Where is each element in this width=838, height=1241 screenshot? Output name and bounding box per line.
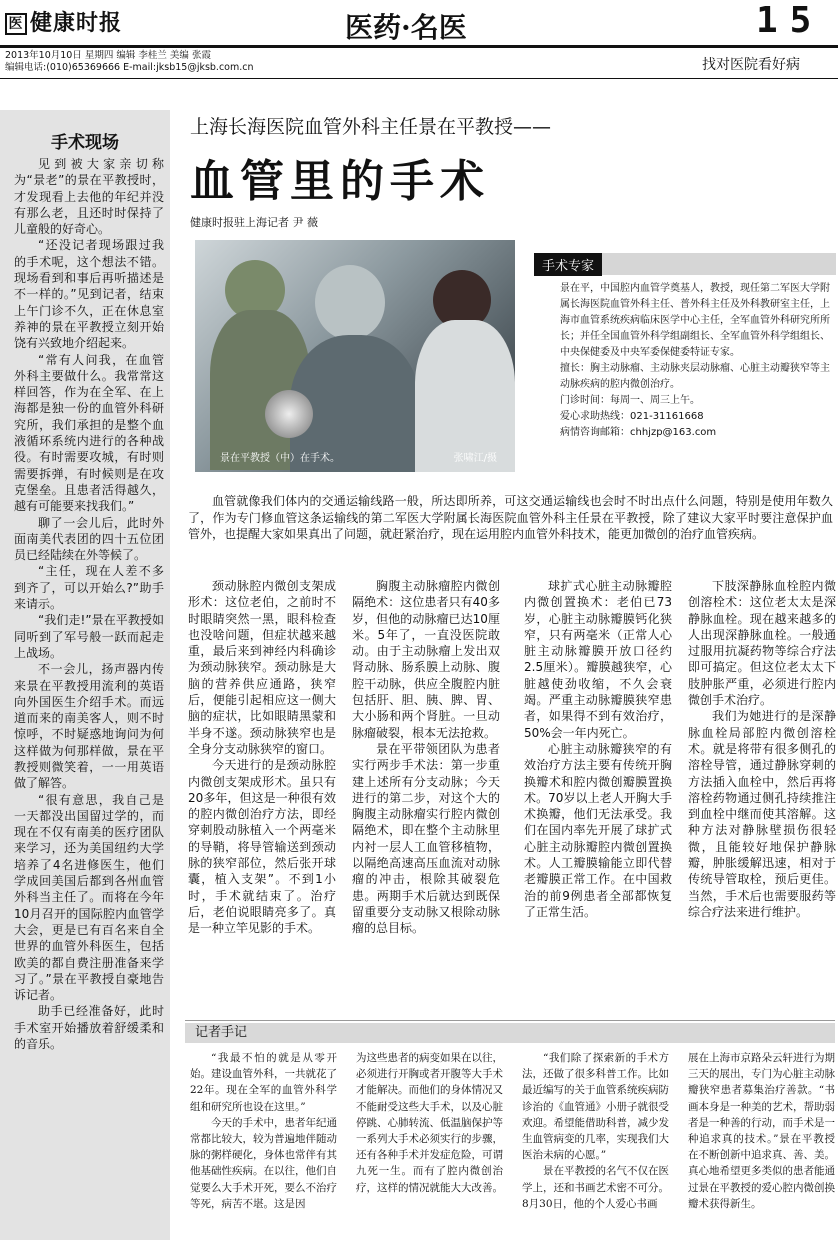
article-byline: 健康时报驻上海记者 尹 薇: [190, 216, 318, 229]
surgeon-center-figure: [315, 265, 385, 340]
notes-paragraph: 景在平教授的名气不仅在医学上，还和书画艺术密不可分。8月30日，他的个人爱心书画: [522, 1165, 669, 1210]
article-paragraph: 景在平带领团队为患者实行两步手术法：第一步重建上述所有分支动脉；今天进行的第二步，对这个大的胸腹主动脉瘤实行腔内微创隔绝术，即在整个主动脉里内衬一层人工血管移植物，以隔绝高速高压血流对动脉瘤的冲击，根除其破裂危患。两期手术后就达到既保留重要分支动脉又根除动脉瘤的总目标。: [352, 741, 500, 936]
sidebar-paragraph: “主任，现在人差不多到齐了，可以开始么?”助手来请示。: [14, 564, 164, 612]
photo-caption: 景在平教授（中）在手术。: [220, 453, 340, 464]
header-rule: [0, 78, 838, 79]
article-column-2: [352, 578, 500, 937]
logo-seal-icon: 医: [5, 13, 27, 35]
page-number: 15: [756, 0, 824, 41]
article-column-4: [688, 578, 836, 920]
notes-column-4: [688, 1050, 835, 1212]
newspaper-logo: [5, 6, 122, 37]
article-column-1: [188, 578, 336, 937]
masthead: [0, 0, 838, 46]
article-headline: 血管里的手术: [190, 156, 490, 207]
article-paragraph: 下肢深静脉血栓腔内微创溶栓术：这位老太太是深静脉血栓。现在越来越多的人出现深静脉血栓。一般通过服用抗凝药物等综合疗法即可搞定。但这位老太太下肢肿胀严重，必须进行腔内微创手术治疗。: [688, 579, 836, 708]
sidebar-paragraph: 见到被大家亲切称为“景老”的景在平教授时，才发现看上去他的年纪并没有那么老，且还时时保持了儿童般的好奇心。: [14, 157, 164, 237]
contact-line: 编辑电话:(010)65369666 E-mail:jksb15@jksb.com.cn: [5, 62, 254, 73]
sidebar-paragraph: 聊了一会儿后，此时外面南美代表团的四十五位团员已经陆续在外等候了。: [14, 515, 164, 563]
expert-clinic-hours: 门诊时间：每周一、周三上午。: [560, 395, 700, 406]
sidebar-paragraph: “很有意思，我自己是一天都没出国留过学的，而现在不仅有南美的医疗团队来学习，还为美国纽约大学培养了4名进修医生，他们学成回美国后都到各州血管外科当主任了。而将在今年10月召开的国际腔内血管学大会，更是已有百名来自全世界的血管外科医生，包括欧美的都自费注册准备来学习了。”景在平教授自豪地告诉记者。: [14, 792, 164, 1003]
notes-paragraph: 展在上海市京路朵云轩进行为期三天的展出，专门为心脏主动脉瓣狭窄患者募集治疗善款。“书画本身是一种美的艺术，帮助弱者是一种善的行动，而手术是一种追求真的技术。”景在平教授在不断创新中追求真、善、美。真心地希望更多类似的患者能通过景在平教授的爱心腔内微创换瓣术获得新生。: [688, 1052, 835, 1210]
expert-email: 病情咨询邮箱：chhjzp@163.com: [560, 427, 717, 438]
sidebar-paragraph: “常有人问我，在血管外科主要做什么。我常常这样回答，作为在全军、在上海都是独一份的血管外科研究所，我们承担的是整个血液循环系统内进行的各种战役。有时需要攻城，有时则需要拆弹，有时候则是在攻克堡垒。且患者活得越久，越有可能要来找我们。”: [14, 352, 164, 514]
notes-rule: [185, 1020, 835, 1021]
article-paragraph: 我们为她进行的是深静脉血栓局部腔内微创溶栓术。就是将带有很多侧孔的溶栓导管，通过静脉穿刺的方法插入血栓中，然后再将溶栓药物通过侧孔持续推注到血栓中继而使其溶解。这种方法对静脉壁损伤很轻微，且能较好地保护静脉瓣，肿胀缓解迅速，相对于传统导管取栓，预后更佳。当然，手术后也需要服药等综合疗法来进行维护。: [688, 709, 836, 919]
notes-column-3: [522, 1050, 669, 1212]
notes-column-2: [356, 1050, 503, 1196]
article-lead: 血管就像我们体内的交通运输线路一般，所达即所养，可这交通运输线也会时不时出点什么问题，特别是使用年数久了，作为专门修血管这条运输线的第二军医大学附属长海医院血管外科主任景在平教授，除了建议大家平时要注意保护血管外，也提醒大家如果真出了问题，就赶紧治疗，现在运用腔内血管外科技术，能更加微创的治疗血管疾病。: [188, 494, 833, 541]
date-line: 2013年10月10日 星期四 编辑 李桂兰 美编 张霞: [5, 50, 211, 61]
expert-tag: 手术专家: [534, 253, 602, 276]
expert-box: [560, 281, 830, 441]
sidebar-paragraph: “我们走!”景在平教授如同听到了军号般一跃而起走上战场。: [14, 613, 164, 660]
sidebar-paragraph: 不一会儿，扬声器内传来景在平教授用流利的英语向外国医生介绍手术。而远道而来的南美客人，则不时惊呼，不时疑惑地询问为何这样做为何那样做，景在平教授则微笑着，一一用英语做了解答。: [14, 662, 164, 791]
article-paragraph: 颈动脉腔内微创支架成形术：这位老伯，之前时不时眼睛突然一黑，眼科检查也没啥问题，但症状越来越重，最后来到神经内科确诊为颈动脉狭窄。颈动脉是大脑的营养供应通路，狭窄后，便能引起相应这一侧大脑的症状，比如眼睛黑蒙和半身不遂。颈动脉狭窄也是全身分支动脉狭窄的窗口。: [188, 579, 336, 756]
masthead-rule: [0, 45, 838, 48]
article-paragraph: 球扩式心脏主动脉瓣腔内微创置换术：老伯已73岁，心脏主动脉瓣膜钙化狭窄，只有两毫米（正常人心脏主动脉瓣膜开放口径约2.5厘米）。瓣膜越狭窄，心脏越使劲收缩，不久会衰竭。严重主动脉瓣膜狭窄患者，如果得不到有效治疗，50%会一年内死亡。: [524, 579, 672, 740]
surgical-light: [265, 390, 313, 438]
article-kicker: 上海长海医院血管外科主任景在平教授——: [190, 116, 552, 138]
notes-paragraph: 今天的手术中，患者年纪通常都比较大，较为普遍地伴随动脉的粥样硬化，身体也常伴有其他基础性疾病。在以往，他们自觉要么大手术开死，要么不治疗等死，病苦不堪。这是因: [190, 1116, 337, 1210]
sidebar-paragraph: 助手已经准备好，此时手术室开始播放着舒缓柔和的音乐。: [14, 1004, 164, 1052]
sidebar-paragraph: “还没记者现场跟过我的手术呢，这个想法不错。现场看到和事后再听描述是不一样的。”见到记者，结束上午门诊不久，正在休息室养神的景在平教授立刻开始饶有兴致地介绍起来。: [14, 238, 164, 351]
section-title: 医药·名医: [345, 11, 467, 44]
article-paragraph: 心脏主动脉瓣狭窄的有效治疗方法主要有传统开胸换瓣术和腔内微创瓣膜置换术。70岁以上老人开胸大手术换瓣，他们无法承受。我们在国内率先开展了球扩式心脏主动脉瓣腔内微创置换术。人工瓣膜输能立即代替老瓣膜正常工作。在中国救治的前9例患者全部都恢复了正常生活。: [524, 741, 672, 919]
photo-credit: 张啸江/摄: [453, 453, 497, 464]
slogan: 找对医院看好病: [702, 57, 800, 73]
notes-column-1: [190, 1050, 337, 1212]
notes-paragraph: 为这些患者的病变如果在以往，必须进行开胸或者开腹等大手术才能解决。而他们的身体情况又不能耐受这些大手术，以及心脏停跳、心肺转流、低温脑保护等一系列大手术必须实行的步骤，还有各种手术并发症危险，可谓九死一生。而有了腔内微创治疗，这样的情况就能大大改善。: [356, 1052, 503, 1194]
surgery-photo: [195, 240, 515, 472]
expert-bio: 景在平，中国腔内血管学奠基人，教授，现任第二军医大学附属长海医院血管外科主任、普外科主任及外科教研室主任，上海市血管系统疾病临床医学中心主任，全军血管外科研究所所长；并任全国血管外科学组副组长、全军血管外科学组组长、中央保健委及中央军委保健委特证专家。: [560, 283, 830, 358]
expert-specialty: 擅长：胸主动脉瘤、主动脉夹层动脉瘤、心脏主动瓣狭窄等主动脉疾病的腔内微创治疗。: [560, 363, 830, 390]
logo-text: 健康时报: [30, 10, 123, 36]
expert-hotline: 爱心求助热线：021-31161668: [560, 411, 704, 422]
notes-paragraph: “我最不怕的就是从零开始。建设血管外科，一共就花了22年。现在全军的血管外科学组和研究所也设在这里。”: [190, 1052, 337, 1113]
article-paragraph: 今天进行的是颈动脉腔内微创支架成形术。虽只有20多年，但这是一种很有效的腔内微创治疗方法，即经穿刺股动脉植入一个两毫米的导鞘，将导管输送到颈动脉的狭窄部位，然后张开球囊，植入支架”。不到1小时，手术就结束了。治疗后，老伯说眼睛亮多了。真是一种立竿见影的手术。: [188, 758, 336, 936]
notes-paragraph: “我们除了探索新的手术方法，还做了很多科普工作。比如最近编写的关于血管系统疾病防诊治的《血管通》小册子就很受欢迎。希望能借助科普，减少发生血管病变的几率，实现我们大医治未病的心愿。”: [522, 1052, 669, 1162]
sidebar-title: 手术现场: [51, 133, 119, 153]
notes-title: 记者手记: [185, 1023, 835, 1043]
article-paragraph: 胸腹主动脉瘤腔内微创隔绝术：这位患者只有40多岁，但他的动脉瘤已达10厘米。5年了，一直没医院敢动。由于主动脉瘤上发出双肾动脉、肠系膜上动脉、腹腔干动脉，供应全腹腔内脏包括肝、胆、胰、脾、胃、大小肠和两个肾脏。一旦动脉瘤破裂，根本无法抢救。: [352, 579, 500, 740]
article-column-3: [524, 578, 672, 920]
expert-tag-bar: [534, 253, 836, 275]
sidebar-body: [14, 156, 164, 1052]
